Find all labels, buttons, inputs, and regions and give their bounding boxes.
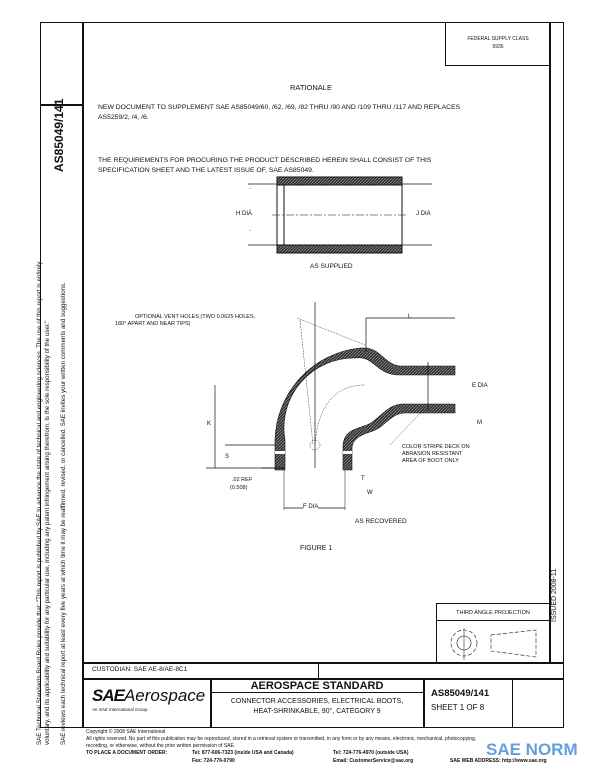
sheet-number: SHEET 1 OF 8 <box>431 703 485 712</box>
issued-date: ISSUED 2008-11 <box>551 568 558 622</box>
side-note-3: SAE reviews each technical report at least every five years at which time it may be reaffirmed, revised, or cancelled. SAE invites your written comments and suggestions. <box>60 282 67 745</box>
dim-w: W <box>367 490 373 496</box>
rights-2: recording, or otherwise, without the prior written permission of SAE. <box>86 743 236 749</box>
tb-col2 <box>423 678 425 728</box>
copyright: Copyright © 2008 SAE International <box>86 729 166 735</box>
description: CONNECTOR ACCESSORIES, ELECTRICAL BOOTS, <box>230 698 404 705</box>
vent-hole-note-2: 180° APART AND NEAR TIPS) <box>115 321 191 327</box>
dim-f-dia: F DIA <box>303 504 319 510</box>
supply-class-number: 5935 <box>492 44 504 50</box>
caption-as-supplied: AS SUPPLIED <box>310 263 353 270</box>
custodian-row-top <box>83 662 564 664</box>
caption-as-recovered: AS RECOVERED <box>355 518 407 525</box>
requirements-text: THE REQUIREMENTS FOR PROCURING THE PRODUCT DESCRIBED HEREIN SHALL CONSIST OF THIS <box>98 157 432 164</box>
description-2: HEAT-SHRINKABLE, 90°, CATEGORY 9 <box>253 708 381 715</box>
standard-title: AEROSPACE STANDARD <box>250 680 384 692</box>
rationale-text-2: AS5259/2, /4, /6. <box>98 114 149 121</box>
dim-t: T <box>361 476 365 482</box>
rationale-heading: RATIONALE <box>290 83 332 92</box>
ref-note-2: (0.508) <box>230 485 248 491</box>
side-note-2: voluntary, and its applicability and suitability for any particular use, including any patent infringement arising therefrom, is the sole responsibility of the user." <box>44 320 51 745</box>
color-stripe-note: COLOR STRIPE DECK ON <box>402 444 470 450</box>
ref-note: .02 REF <box>232 477 253 483</box>
sae-logo-mark: SAE <box>92 686 124 705</box>
dim-m: M <box>477 420 482 426</box>
projection-label: THIRD ANGLE PROJECTION <box>456 610 530 616</box>
dim-h-dia: H DIA <box>236 211 253 217</box>
tel-outside: Tel: 724-776-4970 (outside USA) <box>333 750 409 756</box>
projection-divider <box>436 620 550 621</box>
tel-inside: Tel: 877-606-7323 (inside USA and Canada) <box>192 750 294 756</box>
tb-standard-divider <box>211 692 423 693</box>
doc-number-vertical: AS85049/141 <box>52 98 66 172</box>
requirements-text-2: SPECIFICATION SHEET AND THE LATEST ISSUE OF, SAE AS85049. <box>98 167 314 174</box>
sae-logo-sub: An SAE International Group <box>92 707 148 712</box>
rationale-text: NEW DOCUMENT TO SUPPLEMENT SAE AS85049/60, /62, /69, /82 THRU /90 AND /109 THRU /117 AND REPLACES <box>98 104 461 111</box>
custodian-divider <box>318 662 319 678</box>
rights: All rights reserved. No part of this publication may be reproduced, stored in a retrieval system or transmitted, in any form or by any means, electronic, mechanical, photocopying, <box>86 736 477 742</box>
title-block-number: AS85049/141 <box>431 688 490 699</box>
tb-col3 <box>512 678 513 728</box>
web-address[interactable]: SAE WEB ADDRESS: http://www.sae.org <box>450 758 547 764</box>
dim-j-dia: J DIA <box>416 211 431 217</box>
sae-logo <box>92 686 205 706</box>
color-stripe-note-3: AREA OF BOOT ONLY <box>402 458 459 464</box>
sae-logo-aerospace: Aerospace <box>123 686 206 705</box>
color-stripe-note-2: ABRASION RESISTANT <box>402 451 463 457</box>
dim-l: L <box>408 314 412 320</box>
watermark-logo: SAE NORM <box>486 740 578 759</box>
dim-k: K <box>207 421 212 427</box>
figure-title: FIGURE 1 <box>300 545 333 552</box>
fax: Fax: 724-776-0790 <box>192 758 235 764</box>
as-supplied-tube <box>248 177 432 253</box>
vent-hole-note: OPTIONAL VENT HOLES (TWO 0.0625 HOLES, <box>135 314 256 320</box>
supply-class-label: FEDERAL SUPPLY CLASS <box>467 36 529 42</box>
side-note-1: SAE Technical Standards Board Rules provide that: "This report is published by SAE to advance the state of technical and engineering sciences. The use of this report is entirely <box>36 261 43 745</box>
dim-s: S <box>225 454 230 460</box>
email: Email: CustomerService@sae.org <box>333 758 414 764</box>
order-label: TO PLACE A DOCUMENT ORDER: <box>86 750 168 756</box>
custodian: CUSTODIAN: SAE AE-8/AE-8C1 <box>92 666 188 673</box>
dim-e-dia: E DIA <box>472 383 488 389</box>
